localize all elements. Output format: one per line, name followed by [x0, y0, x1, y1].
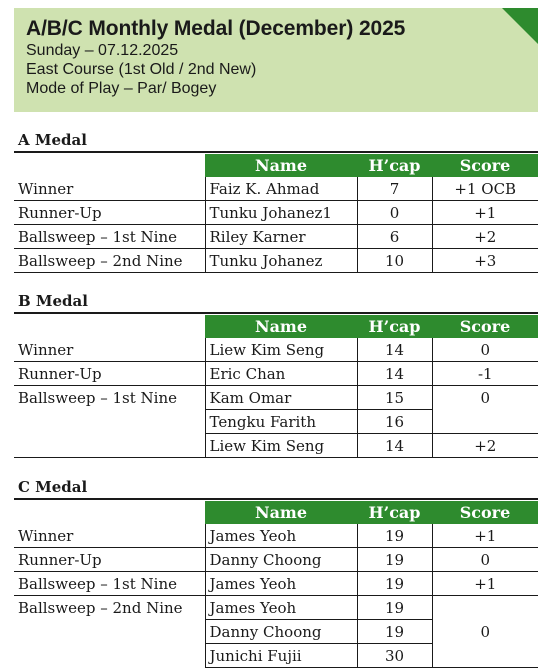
player-score: +1 [432, 572, 538, 596]
table-row [14, 524, 538, 548]
player-hcap: 19 [357, 548, 432, 572]
a-medal-title: A Medal [18, 131, 87, 149]
player-hcap: 10 [357, 249, 432, 273]
table-row [14, 338, 538, 362]
player-hcap: 15 [357, 386, 432, 410]
player-hcap: 19 [357, 596, 432, 620]
c-medal-table [14, 501, 538, 668]
player-score [432, 596, 538, 620]
player-score: +2 [432, 225, 538, 249]
column-header-name: Name [205, 315, 357, 338]
event-course: East Course (1st Old / 2nd New) [26, 61, 257, 78]
player-score [432, 644, 538, 668]
event-mode-of-play: Mode of Play – Par/ Bogey [26, 80, 217, 97]
table-row [14, 620, 538, 644]
player-name: Faiz K. Ahmad [205, 177, 357, 201]
player-hcap: 14 [357, 362, 432, 386]
player-score: -1 [432, 362, 538, 386]
player-name: James Yeoh [205, 572, 357, 596]
row-label: Winner [14, 524, 205, 548]
player-name: Liew Kim Seng [205, 434, 357, 458]
player-name: Tunku Johanez [205, 249, 357, 273]
table-row [14, 434, 538, 458]
event-title: A/B/C Monthly Medal (December) 2025 [26, 17, 406, 40]
corner-triangle-decoration [502, 8, 538, 44]
table-row [14, 386, 538, 410]
player-score: +3 [432, 249, 538, 273]
event-header [14, 8, 538, 112]
player-score: +2 [432, 434, 538, 458]
player-hcap: 19 [357, 572, 432, 596]
table-row [14, 249, 538, 273]
table-row [14, 596, 538, 620]
player-hcap: 19 [357, 620, 432, 644]
row-label: Runner-Up [14, 201, 205, 225]
player-score: +1 [432, 524, 538, 548]
table-row [14, 410, 538, 434]
column-header-name: Name [205, 501, 357, 524]
header-blank-cell [14, 501, 205, 524]
table-row [14, 201, 538, 225]
row-label [14, 620, 205, 644]
player-name: Liew Kim Seng [205, 338, 357, 362]
player-hcap: 14 [357, 434, 432, 458]
player-name: Danny Choong [205, 548, 357, 572]
column-header-name: Name [205, 154, 357, 177]
player-name: James Yeoh [205, 524, 357, 548]
column-header-score: Score [432, 154, 538, 177]
player-hcap: 6 [357, 225, 432, 249]
table-row [14, 548, 538, 572]
row-label [14, 644, 205, 668]
row-label: Ballsweep – 2nd Nine [14, 249, 205, 273]
column-header-hcap: H’cap [357, 501, 432, 524]
row-label: Winner [14, 338, 205, 362]
player-name: Eric Chan [205, 362, 357, 386]
player-name: James Yeoh [205, 596, 357, 620]
table-header-row [14, 315, 538, 338]
column-header-score: Score [432, 315, 538, 338]
player-score: 0 [432, 620, 538, 644]
table-row [14, 644, 538, 668]
a-medal-rule [14, 151, 538, 153]
b-medal-rule [14, 312, 538, 314]
row-label: Runner-Up [14, 548, 205, 572]
row-label: Ballsweep – 2nd Nine [18, 598, 183, 617]
column-header-score: Score [432, 501, 538, 524]
row-label: Runner-Up [14, 362, 205, 386]
column-header-hcap: H’cap [357, 315, 432, 338]
c-medal-rule [14, 498, 538, 500]
b-medal-table [14, 315, 538, 458]
player-hcap: 30 [357, 644, 432, 668]
player-score: +1 OCB [432, 177, 538, 201]
c-medal-title: C Medal [18, 478, 88, 496]
column-header-hcap: H’cap [357, 154, 432, 177]
player-name: Junichi Fujii [205, 644, 357, 668]
player-name: Tunku Johanez1 [205, 201, 357, 225]
player-score: +1 [432, 201, 538, 225]
player-hcap: 14 [357, 338, 432, 362]
player-hcap: 7 [357, 177, 432, 201]
table-row [14, 362, 538, 386]
player-hcap: 16 [357, 410, 432, 434]
player-score: 0 [432, 338, 538, 362]
b-medal-title: B Medal [18, 292, 88, 310]
row-label [14, 410, 205, 434]
row-label: Ballsweep – 1st Nine [14, 572, 205, 596]
player-name: Kam Omar [205, 386, 357, 410]
player-name: Riley Karner [205, 225, 357, 249]
row-label: Ballsweep – 1st Nine [18, 388, 177, 407]
table-row [14, 225, 538, 249]
row-label [14, 434, 205, 458]
player-name: Danny Choong [205, 620, 357, 644]
table-row [14, 572, 538, 596]
player-score [432, 410, 538, 434]
header-blank-cell [14, 315, 205, 338]
row-label: Ballsweep – 1st Nine [14, 225, 205, 249]
header-blank-cell [14, 154, 205, 177]
player-hcap: 0 [357, 201, 432, 225]
table-header-row [14, 501, 538, 524]
event-date: Sunday – 07.12.2025 [26, 42, 179, 59]
table-row [14, 177, 538, 201]
row-label: Winner [14, 177, 205, 201]
player-name: Tengku Farith [205, 410, 357, 434]
a-medal-table [14, 154, 538, 273]
table-header-row [14, 154, 538, 177]
player-hcap: 19 [357, 524, 432, 548]
player-score: 0 [432, 386, 538, 410]
player-score: 0 [432, 548, 538, 572]
